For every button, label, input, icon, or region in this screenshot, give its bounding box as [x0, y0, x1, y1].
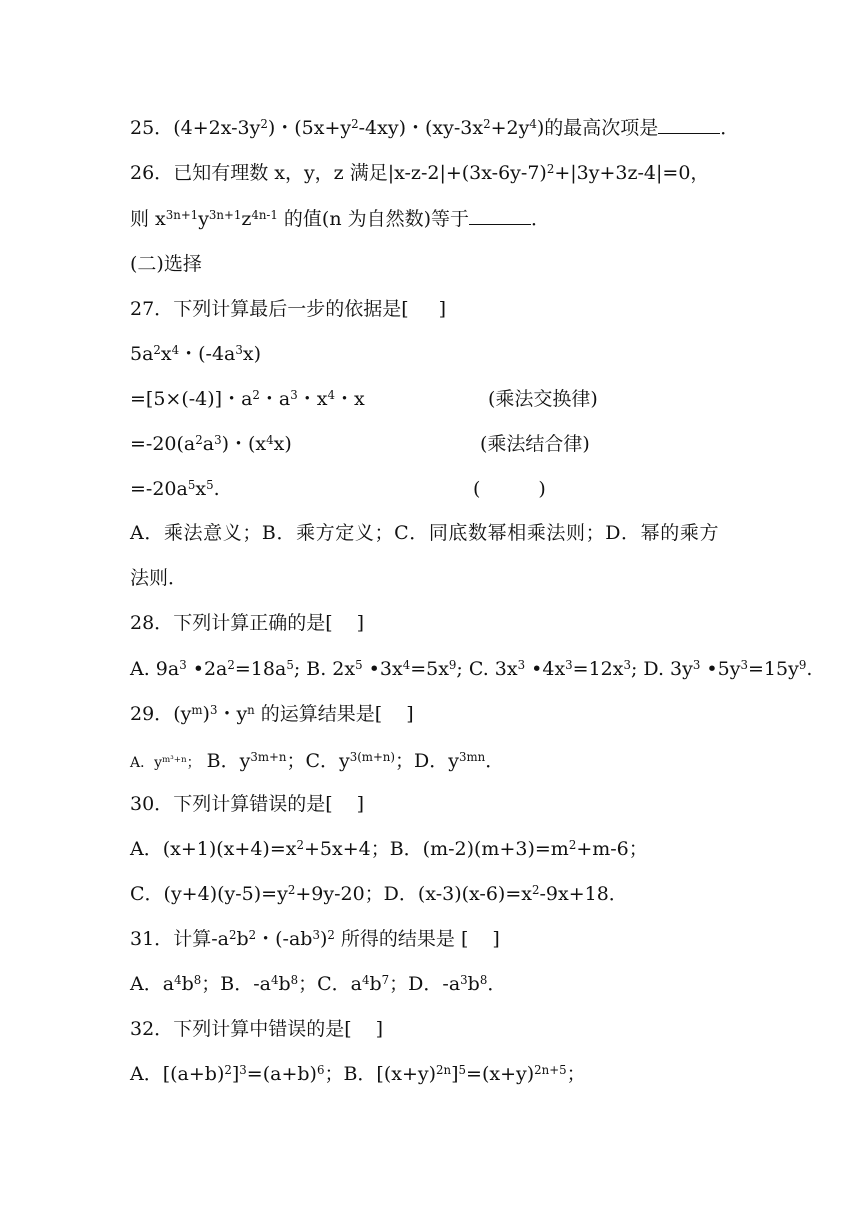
q30-options-line2: C．$(y+4)(y-5)=y^2+9y-20$；D．$(x-3)(x-6)=x^2-9x+18$．	[130, 882, 628, 905]
q29-number: 29．	[130, 703, 174, 725]
q31-options: A．$a^4b^8$；B．$-a^4b^8$；C．$a^4b^7$；D．$-a^3b^8$．	[130, 972, 507, 995]
q26-number: 26．	[130, 162, 174, 184]
section-heading: (二)选择	[130, 253, 202, 275]
q30-stem: 下列计算错误的是[ ]	[173, 793, 365, 815]
q32-number: 32．	[130, 1018, 174, 1040]
q28-options: A. $9a^3$ $•2a^2=18a^5$; B. $2x^5$ $•3x^4=5x^9$; C. $3x^3$ $•4x^3=12x^3$; D. $3y^3$ $•5y^3=15y^9$.	[130, 657, 813, 680]
q25-text: $(4+2x-3y^2)$・$(5x+y^2-4xy)$・$(xy-3x^2+2y^4)$的最高次项是 ．	[173, 116, 740, 139]
q32-options-line1: A．$[(a+b)^2]^3=(a+b)^6$；B．$[(x+y)^{2n}]^5=(x+y)^{2n+5}$；	[130, 1062, 586, 1085]
q28-number: 28．	[130, 612, 174, 634]
q32-stem-line	[130, 1017, 383, 1041]
q30-number: 30．	[130, 793, 174, 815]
q27-step0: $5a^2x^4$・$(-4a^3x)$	[130, 342, 262, 365]
q27-number: 27．	[130, 298, 174, 320]
q30-options-line1: A．$(x+1)(x+4)=x^2+5x+4$；B．$(m-2)(m+3)=m^2+m-6$；	[130, 837, 648, 860]
q27-options-line1: A．乘法意义；B．乘方定义；C．同底数幂相乘法则；D．幂的乘方	[130, 522, 720, 544]
q29-options: A．$y^{m^3+n}$； B．$y^{3m+n}$；C．$y^{3(m+n)}$；D．$y^{3mn}$．	[130, 749, 505, 772]
q27-stem: 下列计算最后一步的依据是[ ]	[173, 298, 447, 320]
q25-line	[130, 116, 739, 140]
q29-stem: $(y^m)^3$・$y^n$ 的运算结果是[ ]	[173, 702, 414, 725]
q27-step1: =[5×(-4)]・$a^2$・$a^3$・$x^4$・x	[130, 387, 365, 410]
q31-number: 31．	[130, 928, 174, 950]
q32-stem: 下列计算中错误的是[ ]	[173, 1018, 384, 1040]
q31-stem-line	[130, 927, 500, 951]
q27-step3-note: ( )	[473, 478, 546, 500]
q26-text-line2: 则 $x^{3n+1}y^{3n+1}z^{4n-1}$ 的值(n 为自然数)等于 ．	[130, 207, 551, 230]
q26-line1	[130, 161, 709, 185]
q28-stem: 下列计算正确的是[ ]	[173, 612, 365, 634]
q29-stem-line	[130, 702, 414, 726]
q26-text-line1: 已知有理数 x，y，z 满足$|x-z-2|+(3x-6y-7)^2+|3y+3z-4|=0$，	[173, 161, 710, 184]
q27-step1-note: (乘法交换律)	[488, 388, 598, 410]
q25-number: 25．	[130, 117, 174, 139]
q27-step2-note: (乘法结合律)	[480, 433, 590, 455]
q27-options-line2: 法则．	[130, 567, 188, 589]
q26-line2	[130, 207, 550, 231]
q30-stem-line	[130, 792, 364, 816]
q27-step3: $=-20a^5x^5$.	[130, 477, 220, 500]
q27-stem-line	[130, 297, 446, 321]
q27-step2: $=-20(a^2a^3)$・$(x^4x)$	[130, 432, 292, 455]
q28-stem-line	[130, 611, 364, 635]
q31-stem: 计算$-a^2b^2$・$(-ab^3)^2$ 所得的结果是 [ ]	[173, 927, 500, 950]
